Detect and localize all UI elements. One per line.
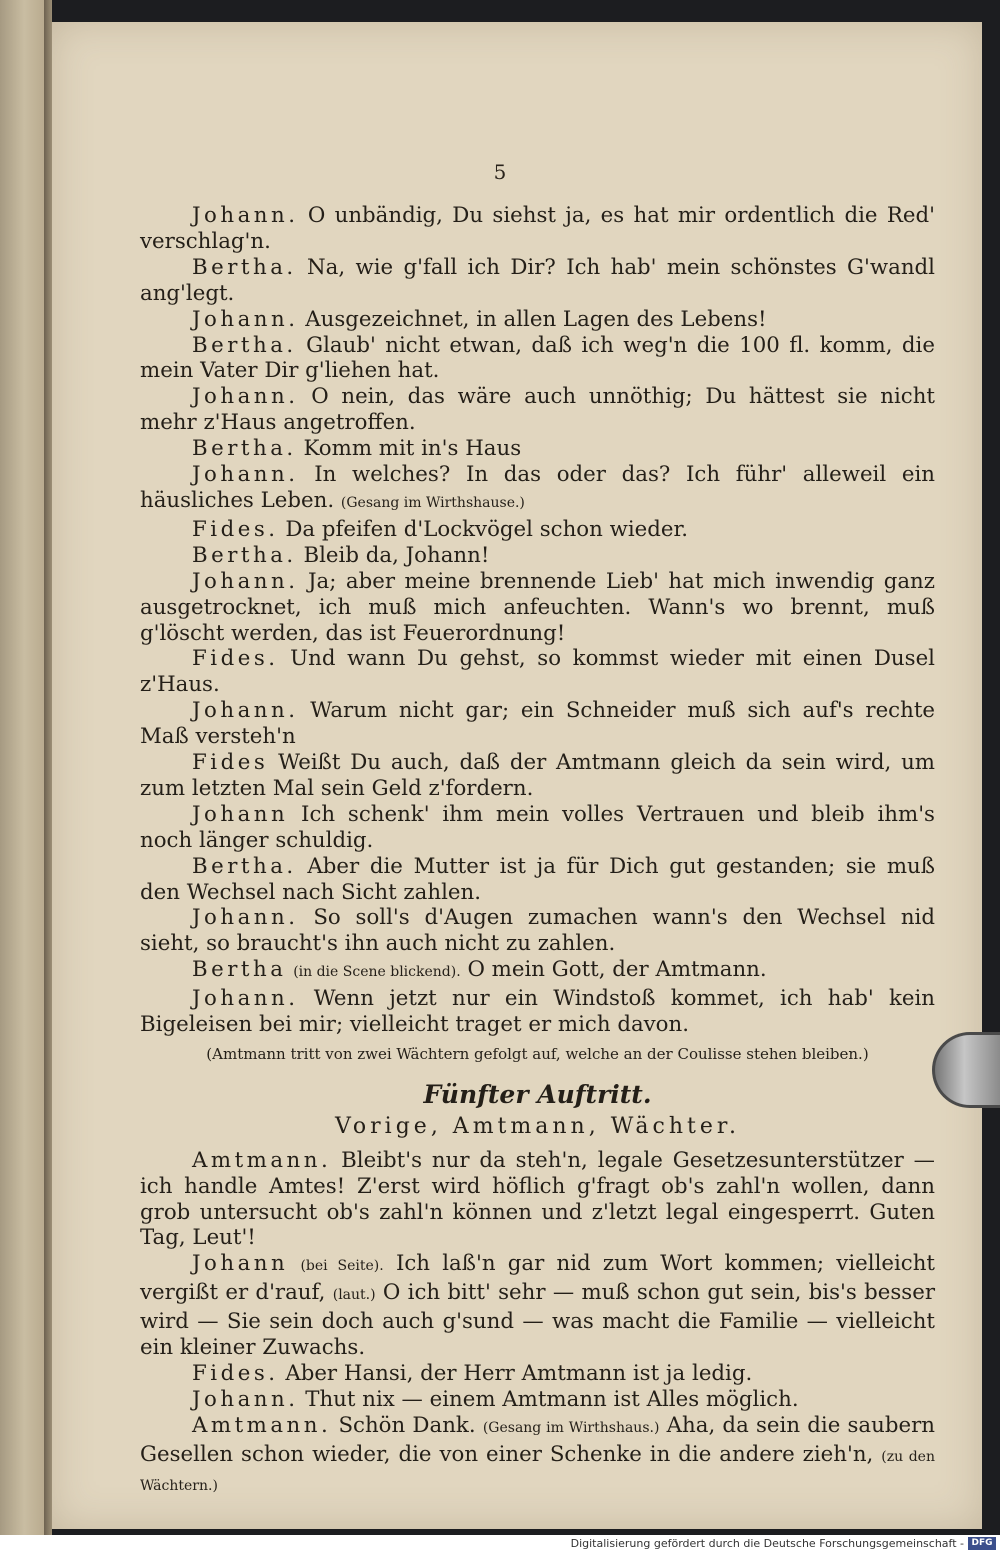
line-text: Ich laß'n gar nid zum Wort kommen; vielleicht vergißt er d'rauf, (140, 1251, 935, 1306)
line-text: O mein Gott, der Amtmann. (467, 957, 767, 983)
dialogue-line (140, 517, 935, 543)
dialogue-line (140, 1413, 935, 1500)
dialogue-line (140, 543, 935, 569)
dialogue-line (140, 750, 935, 802)
stage-direction-inline: (zu den Wächtern.) (140, 1448, 935, 1494)
page-text (140, 203, 935, 1500)
dialogue-line (140, 698, 935, 750)
stage-direction-inline: (Gesang im Wirthshause.) (340, 494, 525, 511)
speaker-name: Johann (192, 801, 289, 827)
speaker-name: Johann. (192, 306, 299, 332)
dialogue-line (140, 1387, 935, 1413)
line-text: Schön Dank. (338, 1412, 476, 1438)
speaker-name: Amtmann. (192, 1147, 332, 1173)
speaker-name: Johann (192, 1251, 289, 1277)
line-text: Wenn jetzt nur ein Windstoß kommet, ich hab' kein Bigeleisen bei mir; vielleicht traget er mich davon. (140, 986, 935, 1038)
speaker-name: Johann. (192, 1386, 299, 1412)
dialogue-line (140, 384, 935, 436)
line-text: Aber Hansi, der Herr Amtmann ist ja ledig. (285, 1360, 753, 1386)
line-text: In welches? In das oder das? Ich führ' alleweil ein häusliches Leben. (140, 462, 935, 513)
scene-roles: Vorige, Amtmann, Wächter. (335, 1113, 740, 1139)
dialogue-line (140, 905, 935, 957)
line-text: Aha, da sein die saubern Gesellen schon wieder, die von einer Schenke in die andere zieh'n, (140, 1412, 935, 1467)
line-text: Na, wie g'fall ich Dir? Ich hab' mein schönstes G'wandl ang'legt. (140, 254, 935, 306)
speaker-name: Johann. (192, 203, 299, 228)
speaker-name: Fides. (192, 516, 279, 542)
speaker-name: Johann. (192, 462, 299, 488)
speaker-name: Bertha. (192, 332, 297, 358)
previous-page-edge (0, 0, 44, 1535)
speaker-name: Bertha. (192, 254, 297, 280)
dialogue-line (140, 1148, 935, 1252)
speaker-name: Johann. (192, 384, 299, 410)
dialogue-line (140, 1251, 935, 1361)
line-text: O unbändig, Du siehst ja, es hat mir ordentlich die Red' verschlag'n. (140, 203, 935, 254)
funding-credit: Digitalisierung gefördert durch die Deutsche Forschungsgemeinschaft - (570, 1537, 964, 1550)
line-text: Ausgezeichnet, in allen Lagen des Lebens! (305, 306, 767, 332)
line-text: Ja; aber meine brennende Lieb' hat mich inwendig ganz ausgetrocknet, ich muß mich anfeuchten. Wann's wo brennt, muß g'löscht werden, das ist Feuerordnung! (140, 568, 935, 646)
stage-direction-inline: (laut.) (332, 1287, 376, 1304)
speaker-name: Johann. (192, 568, 299, 594)
dialogue-line (140, 854, 935, 906)
line-text: Ich schenk' ihm mein volles Vertrauen und bleib ihm's noch länger schuldig. (140, 801, 935, 853)
dialogue-line (140, 569, 935, 647)
line-text: Weißt Du auch, daß der Amtmann gleich da sein wird, um zum letzten Mal sein Geld z'fordern. (140, 750, 935, 801)
dialogue-line (140, 307, 935, 333)
page-turn-tab[interactable] (932, 1032, 1000, 1108)
scene-heading: Fünfter Auftritt. (423, 1079, 652, 1109)
dfg-logo: DFG (968, 1537, 996, 1550)
speaker-name: Johann. (192, 986, 299, 1012)
line-text: O nein, das wäre auch unnöthig; Du hättest sie nicht mehr z'Haus angetroffen. (140, 384, 935, 436)
speaker-name: Bertha (192, 957, 287, 983)
dialogue-line (140, 462, 935, 517)
speaker-name: Johann. (192, 905, 299, 931)
line-text: Bleib da, Johann! (303, 542, 490, 568)
line-text: O ich bitt' sehr — muß schon gut sein, bis's besser wird — Sie sein doch auch g'sund — was macht die Familie — vielleicht ein kleiner Zuwachs. (140, 1280, 935, 1361)
line-text: Komm mit in's Haus (303, 436, 522, 462)
dialogue-line (140, 986, 935, 1038)
line-text: Da pfeifen d'Lockvögel schon wieder. (285, 516, 689, 542)
dialogue-line (140, 802, 935, 854)
line-text: So soll's d'Augen zumachen wann's den Wechsel nid sieht, so braucht's ihn auch nicht zu zahlen. (140, 905, 935, 957)
stage-direction-inline: (in die Scene blickend). (293, 964, 461, 981)
line-text: Thut nix — einem Amtmann ist Alles möglich. (305, 1386, 799, 1412)
stage-direction-inline: (bei Seite). (300, 1258, 384, 1275)
speaker-name: Johann. (192, 698, 299, 724)
speaker-name: Fides (192, 750, 269, 776)
line-text: Warum nicht gar; ein Schneider muß sich auf's rechte Maß versteh'n (140, 698, 935, 750)
speaker-name: Bertha. (192, 542, 297, 568)
line-text: Bleibt's nur da steh'n, legale Gesetzesunterstützer — ich handle Amtes! Z'erst wird höflich g'fragt ob's zahl'n wollen, dann grob untersucht ob's zahl'n können und z'letzt legal eingesperrt. Guten Tag, Leut'! (140, 1147, 935, 1251)
dialogue-line (140, 255, 935, 307)
speaker-name: Amtmann. (192, 1412, 332, 1438)
speaker-name: Bertha. (192, 436, 297, 462)
line-text: Und wann Du gehst, so kommst wieder mit einen Dusel z'Haus. (140, 646, 935, 698)
stage-direction-inline: (Gesang im Wirthshaus.) (482, 1419, 660, 1436)
dialogue-line (140, 436, 935, 462)
digitization-footer (0, 1535, 1000, 1553)
line-text: Glaub' nicht etwan, daß ich weg'n die 100 fl. komm, die mein Vater Dir g'liehen hat. (140, 332, 935, 384)
book-gutter (44, 0, 52, 1535)
speaker-name: Fides. (192, 1360, 279, 1386)
line-text: Aber die Mutter ist ja für Dich gut gestanden; sie muß den Wechsel nach Sicht zahlen. (140, 853, 935, 905)
dialogue-line (140, 646, 935, 698)
stage-direction: (Amtmann tritt von zwei Wächtern gefolgt auf, welche an der Coulisse stehen bleiben.) (206, 1045, 869, 1063)
speaker-name: Bertha. (192, 853, 297, 879)
dialogue-line (140, 203, 935, 255)
page-number: 5 (493, 160, 507, 184)
dialogue-line (140, 1361, 935, 1387)
dialogue-line (140, 957, 935, 986)
speaker-name: Fides. (192, 646, 279, 672)
dialogue-line (140, 333, 935, 385)
